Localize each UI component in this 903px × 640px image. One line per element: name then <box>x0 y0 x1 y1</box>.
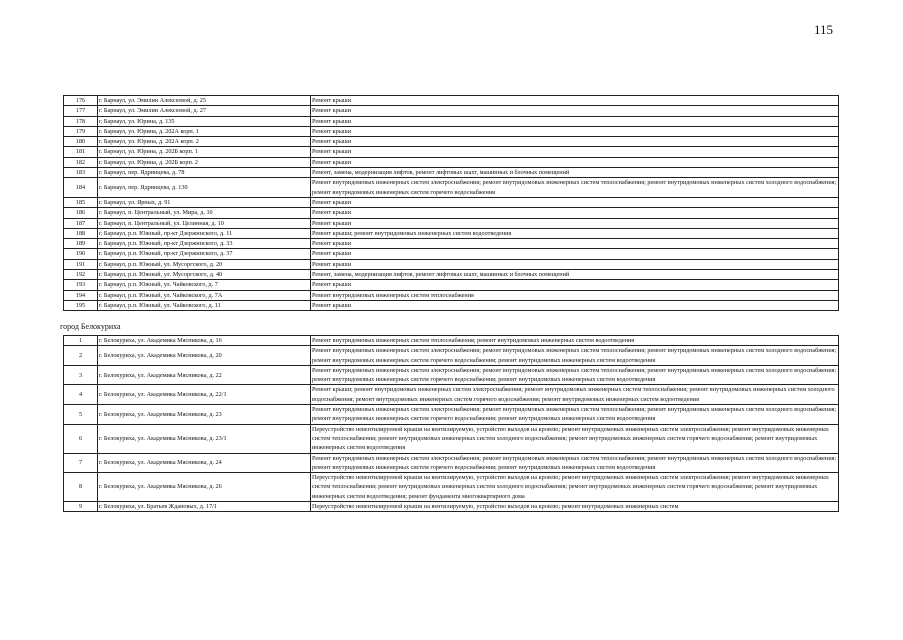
row-number: 189 <box>64 239 98 249</box>
row-works: Ремонт крыши <box>311 218 839 228</box>
row-works: Ремонт внутридомовых инженерных систем электроснабжения; ремонт внутридомовых инженерных систем теплоснабжения; ремонт внутридомовых инженерных систем холодного водоснабжения; ремонт внутридомовых инженерных систем горячего водоснабжения; ремонт внутридомовых инженерных систем водоотведения <box>311 405 839 425</box>
row-number: 4 <box>64 385 98 405</box>
row-works: Переустройство невентилируемой крыши на вентилируемую, устройство выходов на кровлю; ремонт внутридомовых инженерных систем <box>311 502 839 512</box>
row-number: 8 <box>64 473 98 502</box>
row-number: 176 <box>64 96 98 106</box>
table-row <box>64 157 839 167</box>
row-works: Ремонт крыши <box>311 197 839 207</box>
row-number: 178 <box>64 116 98 126</box>
row-works: Ремонт внутридомовых инженерных систем электроснабжения; ремонт внутридомовых инженерных систем теплоснабжения; ремонт внутридомовых инженерных систем холодного водоснабжения; ремонт внутридомовых инженерных систем горячего водоснабжения; ремонт внутридомовых инженерных систем водоотведения <box>311 365 839 385</box>
row-address: г. Барнаул, р.п. Южный, ул. Чайковского, д. 7А <box>98 290 311 300</box>
row-address: г. Барнаул, р.п. Южный, ул. Мусоргского, д. 40 <box>98 270 311 280</box>
row-address: г. Барнаул, пер. Ядринцева, д. 130 <box>98 178 311 198</box>
row-number: 9 <box>64 502 98 512</box>
row-works: Ремонт внутридомовых инженерных систем электроснабжения; ремонт внутридомовых инженерных систем теплоснабжения; ремонт внутридомовых инженерных систем холодного водоснабжения; ремонт внутридомовых инженерных систем горячего водоснабжения; ремонт внутридомовых инженерных систем водоотведения <box>311 453 839 473</box>
row-number: 193 <box>64 280 98 290</box>
table-row <box>64 453 839 473</box>
row-works: Ремонт крыши; ремонт внутридомовых инженерных систем электроснабжения; ремонт внутридомовых инженерных систем теплоснабжения; ремонт внутридомовых инженерных систем холодного водоснабжения; ремонт внутридомовых инженерных систем горячего водоснабжения; ремонт внутридомовых инженерных систем водоотведения <box>311 385 839 405</box>
row-works: Ремонт крыши <box>311 157 839 167</box>
table-row <box>64 239 839 249</box>
row-number: 180 <box>64 137 98 147</box>
table-row <box>64 197 839 207</box>
row-works: Ремонт крыши <box>311 147 839 157</box>
table-row <box>64 300 839 310</box>
row-number: 187 <box>64 218 98 228</box>
barnaul-works-table <box>63 95 839 311</box>
row-address: г. Барнаул, ул. Юрина, д. 202А корп. 1 <box>98 126 311 136</box>
table-row <box>64 249 839 259</box>
table-row <box>64 290 839 300</box>
row-number: 183 <box>64 168 98 178</box>
table-row <box>64 126 839 136</box>
table-row <box>64 137 839 147</box>
row-number: 186 <box>64 208 98 218</box>
row-address: г. Барнаул, п. Центральный, ул. Целинная, д. 10 <box>98 218 311 228</box>
table-row <box>64 96 839 106</box>
row-address: г. Белокуриха, ул. Академика Мясникова, д. 24 <box>98 453 311 473</box>
row-number: 177 <box>64 106 98 116</box>
table-row <box>64 208 839 218</box>
row-number: 191 <box>64 259 98 269</box>
row-number: 7 <box>64 453 98 473</box>
row-number: 182 <box>64 157 98 167</box>
row-address: г. Барнаул, р.п. Южный, ул. Чайковского, д. 11 <box>98 300 311 310</box>
row-address: г. Барнаул, п. Центральный, ул. Мира, д. 10 <box>98 208 311 218</box>
table-row <box>64 259 839 269</box>
row-address: г. Белокуриха, ул. Академика Мясникова, д. 23 <box>98 405 311 425</box>
row-number: 190 <box>64 249 98 259</box>
table-row <box>64 147 839 157</box>
row-number: 1 <box>64 336 98 346</box>
row-number: 188 <box>64 228 98 238</box>
row-works: Ремонт крыши <box>311 116 839 126</box>
row-address: г. Барнаул, ул. Эмилии Алексеевой, д. 27 <box>98 106 311 116</box>
row-works: Ремонт крыши <box>311 249 839 259</box>
row-number: 6 <box>64 424 98 453</box>
row-number: 195 <box>64 300 98 310</box>
row-address: г. Барнаул, ул. Юрина, д. 202Б корп. 1 <box>98 147 311 157</box>
row-works: Ремонт внутридомовых инженерных систем теплоснабжения <box>311 290 839 300</box>
row-works: Ремонт крыши <box>311 239 839 249</box>
row-address: г. Белокуриха, ул. Академика Мясникова, д. 26 <box>98 473 311 502</box>
row-address: г. Барнаул, пер. Ядринцева, д. 78 <box>98 168 311 178</box>
belokuriha-works-table <box>63 335 839 512</box>
row-address: г. Барнаул, р.п. Южный, пр-кт Дзержинского, д. 11 <box>98 228 311 238</box>
row-address: г. Белокуриха, ул. Академика Мясникова, д. 16 <box>98 336 311 346</box>
row-address: г. Барнаул, ул. Ярных, д. 91 <box>98 197 311 207</box>
row-address: г. Барнаул, р.п. Южный, ул. Мусоргского, д. 20 <box>98 259 311 269</box>
table-row <box>64 473 839 502</box>
row-address: г. Барнаул, р.п. Южный, ул. Чайковского, д. 7 <box>98 280 311 290</box>
row-works: Переустройство невентилируемой крыши на вентилируемую, устройство выходов на кровлю; ремонт внутридомовых инженерных систем электроснабжения; ремонт внутридомовых инженерных систем теплоснабжения; ремонт внутридомовых инженерных систем холодного водоснабжения; ремонт внутридомовых инженерных систем горячего водоснабжения; ремонт внутридомовых инженерных систем водоотведения; ремонт фундамента многоквартирного дома <box>311 473 839 502</box>
row-works: Ремонт крыши <box>311 280 839 290</box>
row-address: г. Белокуриха, ул. Академика Мясникова, д. 22 <box>98 365 311 385</box>
table-row <box>64 270 839 280</box>
row-address: г. Барнаул, ул. Юрина, д. 202Б корп. 2 <box>98 157 311 167</box>
row-works: Ремонт крыши <box>311 96 839 106</box>
row-number: 2 <box>64 346 98 366</box>
table-row <box>64 228 839 238</box>
barnaul-table-body <box>64 96 839 311</box>
row-address: г. Белокуриха, ул. Академика Мясникова, д. 20 <box>98 346 311 366</box>
row-address: г. Барнаул, ул. Юрина, д. 135 <box>98 116 311 126</box>
row-works: Ремонт, замена, модернизация лифтов, ремонт лифтовых шахт, машинных и блочных помещений <box>311 270 839 280</box>
row-works: Ремонт крыши <box>311 126 839 136</box>
section-title-belokuriha: город Белокуриха <box>60 322 121 331</box>
row-works: Ремонт крыши <box>311 106 839 116</box>
row-address: г. Белокуриха, ул. Академика Мясникова, д. 22/1 <box>98 385 311 405</box>
row-works: Переустройство невентилируемой крыши на вентилируемую, устройство выходов на кровлю; ремонт внутридомовых инженерных систем электроснабжения; ремонт внутридомовых инженерных систем теплоснабжения; ремонт внутридомовых инженерных систем холодного водоснабжения; ремонт внутридомовых инженерных систем горячего водоснабжения; ремонт внутридомовых инженерных систем водоотведения <box>311 424 839 453</box>
row-address: г. Барнаул, р.п. Южный, пр-кт Дзержинского, д. 33 <box>98 239 311 249</box>
table-row <box>64 336 839 346</box>
table-row <box>64 280 839 290</box>
row-number: 5 <box>64 405 98 425</box>
table-row <box>64 365 839 385</box>
table-row <box>64 405 839 425</box>
table-row <box>64 346 839 366</box>
row-address: г. Барнаул, ул. Эмилии Алексеевой, д. 25 <box>98 96 311 106</box>
row-works: Ремонт внутридомовых инженерных систем теплоснабжения; ремонт внутридомовых инженерных систем водоотведения <box>311 336 839 346</box>
table-row <box>64 116 839 126</box>
row-address: г. Барнаул, р.п. Южный, пр-кт Дзержинского, д. 37 <box>98 249 311 259</box>
belokuriha-table-body <box>64 336 839 512</box>
row-address: г. Белокуриха, ул. Братьев Ждановых, д. 17/1 <box>98 502 311 512</box>
row-address: г. Барнаул, ул. Юрина, д. 202А корп. 2 <box>98 137 311 147</box>
row-works: Ремонт крыши; ремонт внутридомовых инженерных систем водоотведения <box>311 228 839 238</box>
table-row <box>64 385 839 405</box>
table-row <box>64 106 839 116</box>
row-works: Ремонт, замена, модернизация лифтов, ремонт лифтовых шахт, машинных и блочных помещений <box>311 168 839 178</box>
row-works: Ремонт крыши <box>311 300 839 310</box>
row-works: Ремонт внутридомовых инженерных систем электроснабжения; ремонт внутридомовых инженерных систем теплоснабжения; ремонт внутридомовых инженерных систем холодного водоснабжения; ремонт внутридомовых инженерных систем горячего водоснабжения; ремонт внутридомовых инженерных систем водоотведения <box>311 346 839 366</box>
row-works: Ремонт крыши <box>311 137 839 147</box>
row-number: 185 <box>64 197 98 207</box>
table-row <box>64 424 839 453</box>
row-address: г. Белокуриха, ул. Академика Мясникова, д. 23/1 <box>98 424 311 453</box>
row-number: 3 <box>64 365 98 385</box>
page-number: 115 <box>814 22 834 37</box>
row-number: 194 <box>64 290 98 300</box>
row-works: Ремонт внутридомовых инженерных систем электроснабжения; ремонт внутридомовых инженерных систем теплоснабжения; ремонт внутридомовых инженерных систем холодного водоснабжения; ремонт внутридомовых инженерных систем горячего водоснабжения <box>311 178 839 198</box>
table-row <box>64 502 839 512</box>
row-number: 192 <box>64 270 98 280</box>
table-row <box>64 178 839 198</box>
row-number: 184 <box>64 178 98 198</box>
row-number: 179 <box>64 126 98 136</box>
table-row <box>64 218 839 228</box>
row-number: 181 <box>64 147 98 157</box>
row-works: Ремонт крыши <box>311 259 839 269</box>
table-row <box>64 168 839 178</box>
row-works: Ремонт крыши <box>311 208 839 218</box>
